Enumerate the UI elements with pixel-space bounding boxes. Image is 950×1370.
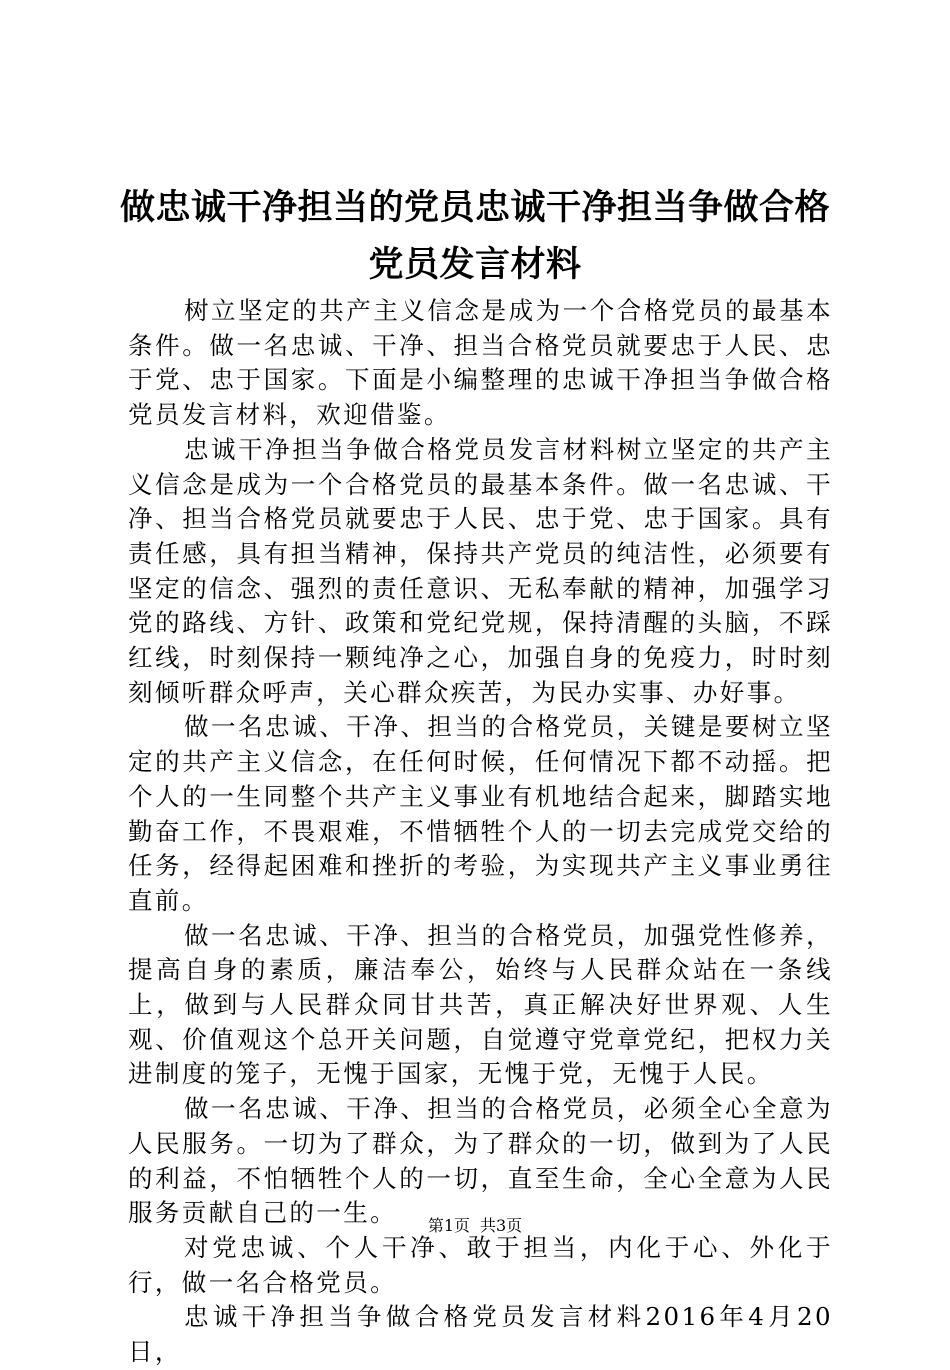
- title-line-2: 党员发言材料: [368, 245, 582, 285]
- page-number-total: 共3页: [480, 1216, 523, 1235]
- paragraph-summary: 对党忠诚、个人干净、敢于担当，内化于心、外化于行，做一名合格党员。: [128, 1232, 833, 1297]
- paragraph-key: 做一名忠诚、干净、担当的合格党员，关键是要树立坚定的共产主义信念，在任何时候，任何情况下都不动摇。把个人的一生同整个共产主义事业有机地结合起来，脚踏实地勤奋工作，不畏艰难，不惜牺牲个人的一切去完成党交给的任务，经得起困难和挫折的考验，为实现共产主义事业勇往直前。: [128, 712, 833, 915]
- paragraph-date: 忠诚干净担当争做合格党员发言材料2016年4月20日，: [128, 1302, 833, 1367]
- paragraph-service: 做一名忠诚、干净、担当的合格党员，必须全心全意为人民服务。一切为了群众，为了群众的一切，做到为了人民的利益，不怕牺牲个人的一切，直至生命，全心全意为人民服务贡献自己的一生。: [128, 1094, 833, 1228]
- paragraph-cultivation: 做一名忠诚、干净、担当的合格党员，加强党性修养，提高自身的素质，廉洁奉公，始终与人民群众站在一条线上，做到与人民群众同甘共苦，真正解决好世界观、人生观、价值观这个总开关问题，自觉遵守党章党纪，把权力关进制度的笼子，无愧于国家，无愧于党，无愧于人民。: [128, 920, 833, 1089]
- paragraph-intro: 树立坚定的共产主义信念是成为一个合格党员的最基本条件。做一名忠诚、干净、担当合格党员就要忠于人民、忠于党、忠于国家。下面是小编整理的忠诚干净担当争做合格党员发言材料，欢迎借鉴。: [128, 296, 833, 430]
- title-line-1: 做忠诚干净担当的党员忠诚干净担当争做合格: [119, 188, 830, 228]
- page-footer: [0, 1216, 950, 1236]
- document-body: [128, 294, 833, 1370]
- page-number-current: 第1页: [427, 1216, 470, 1235]
- document-title: [100, 180, 850, 294]
- paragraph-belief: 忠诚干净担当争做合格党员发言材料树立坚定的共产主义信念是成为一个合格党员的最基本条件。做一名忠诚、干净、担当合格党员就要忠于人民、忠于党、忠于国家。具有责任感，具有担当精神，保持共产党员的纯洁性，必须要有坚定的信念、强烈的责任意识、无私奉献的精神，加强学习党的路线、方针、政策和党纪党规，保持清醒的头脑，不踩红线，时刻保持一颗纯净之心，加强自身的免疫力，时时刻刻倾听群众呼声，关心群众疾苦，为民办实事、办好事。: [128, 434, 833, 707]
